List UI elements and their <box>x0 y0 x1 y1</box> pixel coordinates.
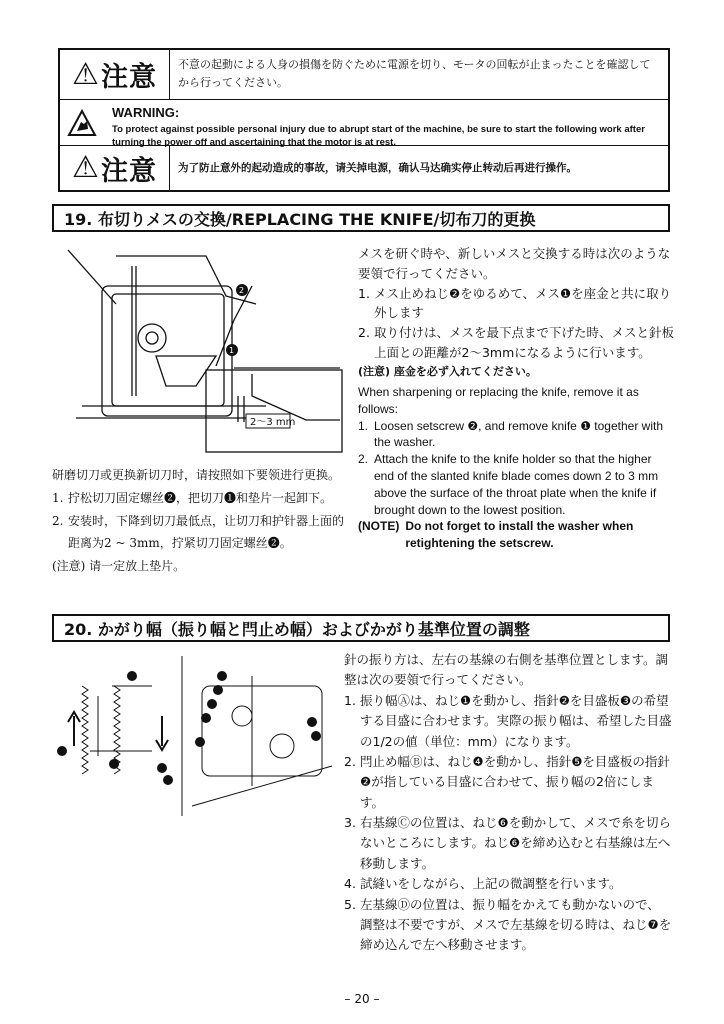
warning-block <box>58 48 670 192</box>
section-20-jp: 針の振り方は、左右の基線の右側を基準位置とします。調整は次の要領で行ってください。 1. 振り幅Ⓐは、ねじ❶を動かし、指針❷を目盛板❸の希望する目盛に合わせます。実際の振り幅は、希望した目盛の1/2の値（単位：mm）になります。 2. 閂止め幅Ⓑは、ねじ❹を動かし、指針❺を目盛板の指針❷が指している目盛に合わせて、振り幅の2倍にします。 3. 右基線Ⓒの位置は、ねじ❻を動かして、メスで糸を切らないところにします。ねじ❻を締め込むと右基線は左へ移動します。 4. 試縫いをしながら、上記の微調整を行います。 5. 左基線Ⓓの位置は、振り幅をかえても動かないので、調整は不要ですが、メスで左基線を切る時は、ねじ❼を締め込んで左へ移動させます。 <box>344 650 672 956</box>
en-note: (NOTE) Do not forget to install the washer when retightening the setscrew. <box>358 519 634 551</box>
section-19-jp: メスを研ぐ時や、新しいメスと交換する時は次のような要領で行ってください。 1. メス止めねじ❷をゆるめて、メス❶を座金と共に取り外します 2. 取り付けは、メスを最下点まで下げた時、メスと針板上面との距離が2～3mmになるように行います。 (注意) 座金を必ず入れてください。 <box>358 244 674 380</box>
list-item: 5. 左基線Ⓓの位置は、振り幅をかえても動かないので、調整は不要ですが、メスで左基線を切る時は、ねじ❼を締め込んで左へ移動させます。 <box>344 896 672 953</box>
list-item: 1. メス止めねじ❷をゆるめて、メス❶を座金と共に取り外します <box>358 285 672 321</box>
en-warning-row <box>60 100 668 146</box>
knife-figure <box>56 246 348 458</box>
warning-triangle-icon: ⚠ <box>72 150 99 185</box>
list-item: 4. 試縫いをしながら、上記の微調整を行います。 <box>344 876 622 892</box>
stitch-adjustment-figure <box>52 656 342 816</box>
list-item: 1. Loosen setscrew ❷, and remove knife ❶ together with the washer. <box>358 418 663 450</box>
list-item: 2. 安装时，下降到切刀最低点，让切刀和护针器上面的距离为2 ~ 3mm，拧紧切刀固定螺丝❷。 <box>52 513 345 551</box>
list-item: 2. 取り付けは、メスを最下点まで下げた時、メスと針板上面との距離が2～3mmになるように行います。 <box>358 325 675 360</box>
hand-warning-icon <box>60 100 104 145</box>
section-20-title: 20. かがり幅（振り幅と閂止め幅）およびかがり基準位置の調整 <box>52 614 670 642</box>
list-item: 1. 拧松切刀固定螺丝❷，把切刀❶和垫片一起卸下。 <box>52 490 333 505</box>
svg-text:2: 2 <box>239 286 245 295</box>
list-item: 3. 右基線Ⓒの位置は、ねじ❻を動かして、メスで糸を切らないところにします。ねじ❻を締め込むと右基線は左へ移動します。 <box>344 815 671 871</box>
section-19-cn: 研磨切刀或更换新切刀时，请按照如下要领进行更换。 1. 拧松切刀固定螺丝❷，把切刀❶和垫片一起卸下。 2. 安装时，下降到切刀最低点，让切刀和护针器上面的距离为2 ~ 3mm，拧紧切刀固定螺丝❷。 (注意) 请一定放上垫片。 <box>52 464 352 578</box>
list-item: 2. Attach the knife to the knife holder so that the higher end of the slanted knife blade comes down 2 to 3 mm above the surface of the throat plate when the knife if brought down to the lowest position. <box>358 452 659 517</box>
page-number: – 20 – <box>344 992 380 1006</box>
section-19-title: 19. 布切りメスの交換/REPLACING THE KNIFE/切布刀的更换 <box>52 204 670 232</box>
jp-note: (注意) 座金を必ず入れてください。 <box>358 364 537 378</box>
list-item: 2. 閂止め幅Ⓑは、ねじ❹を動かし、指針❺を目盛板の指針❷が指している目盛に合わせて、振り幅の2倍にします。 <box>344 753 670 810</box>
warning-title: WARNING: <box>112 105 180 120</box>
warning-body: To protect against possible personal injury due to abrupt start of the machine, be sure to start the following work after turning the power off and ascertaining that the motor is at rest. <box>112 123 645 148</box>
warning-triangle-icon: ⚠ <box>72 56 99 92</box>
gap-dimension-label: 2～3 mm <box>250 417 296 428</box>
cn-note: (注意) 请一定放上垫片。 <box>52 559 186 574</box>
svg-text:1: 1 <box>229 346 235 355</box>
cn-caution-label: ⚠ 注意 <box>60 146 170 190</box>
list-item: 1. 振り幅Ⓐは、ねじ❶を動かし、指針❷を目盛板❸の希望する目盛に合わせます。実際の振り幅は、希望した目盛の1/2の値（単位：mm）になります。 <box>344 692 672 749</box>
cn-warning-text: 为了防止意外的起动造成的事故，请关掉电源，确认马达确实停止转动后再进行操作。 <box>178 161 577 174</box>
section-19-en: When sharpening or replacing the knife, remove it as follows: 1. Loosen setscrew ❷, and remove knife ❶ together with the washer. 2. Attach the knife to the knife holder so that the higher end of the slanted knife blade comes down 2 to 3 mm above the surface of the throat plate when the knife if brought down to the lowest position. (NOTE) Do not forget to install the washer when retightening the setscrew. <box>358 384 674 552</box>
jp-warning-row <box>60 50 668 100</box>
cn-warning-row <box>60 146 668 190</box>
jp-caution-label: ⚠ 注意 <box>60 50 170 99</box>
jp-warning-text: 不意の起動による人身の損傷を防ぐために電源を切り、モータの回転が止まったことを確認してから行ってください。 <box>178 58 651 89</box>
